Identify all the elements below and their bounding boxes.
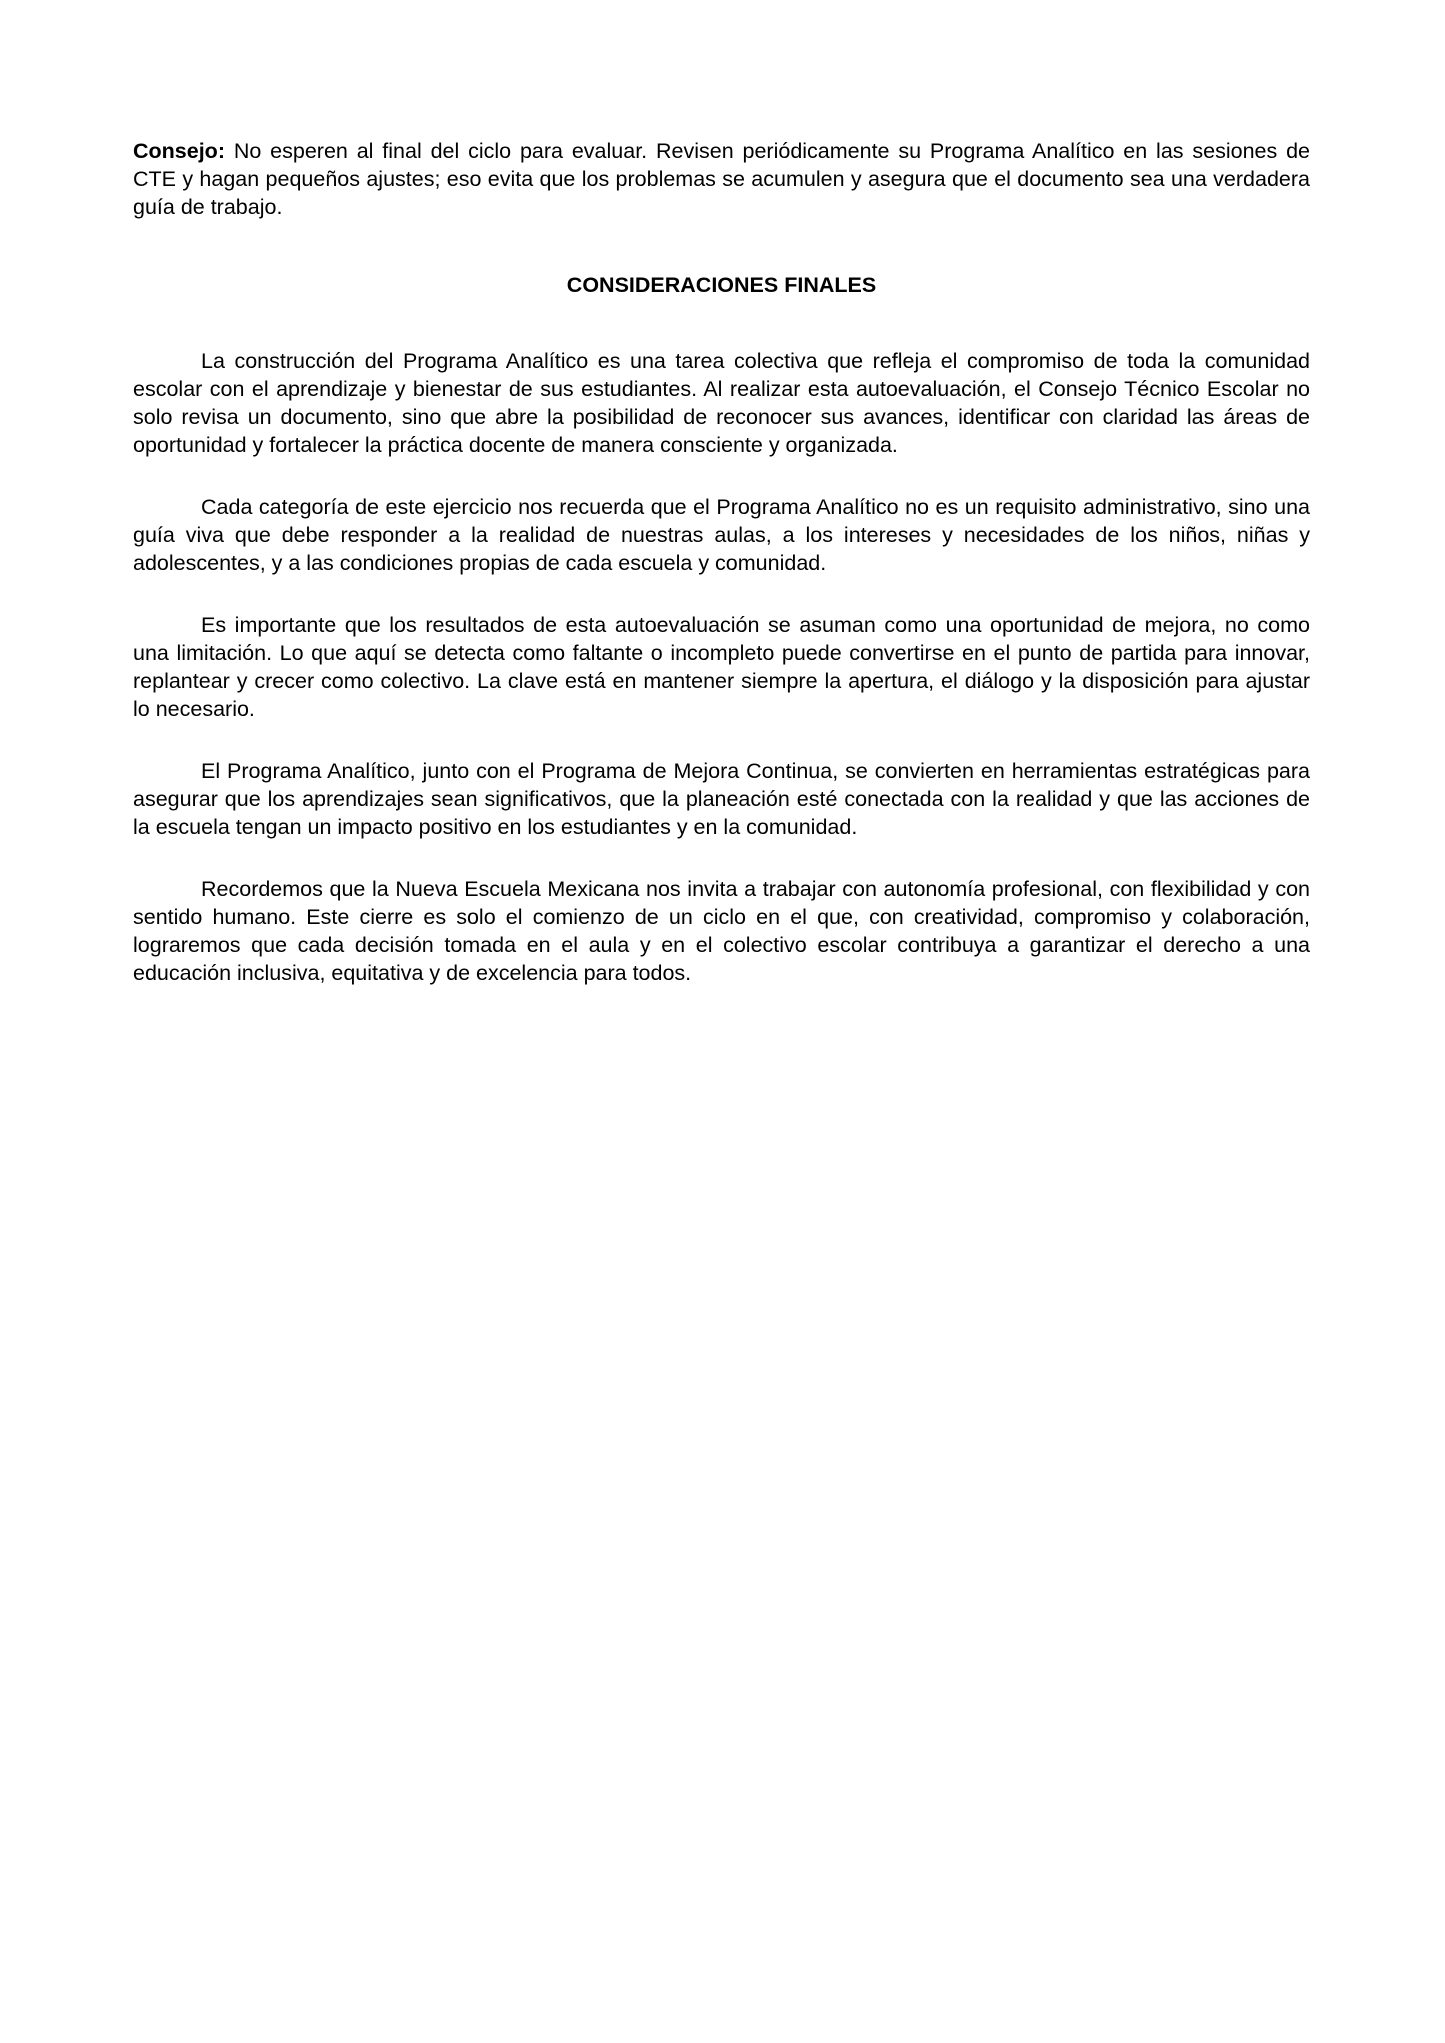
body-paragraph: El Programa Analítico, junto con el Programa de Mejora Continua, se convierten en herramientas estratégicas para asegurar que los aprendizajes sean significativos, que la planeación esté conectada con la realidad y que las acciones de la escuela tengan un impacto positivo en los estudiantes y en la comunidad. [133, 759, 1310, 839]
body-paragraph: La construcción del Programa Analítico es una tarea colectiva que refleja el compromiso de toda la comunidad escolar con el aprendizaje y bienestar de sus estudiantes. Al realizar esta autoevaluación, el Consejo Técnico Escolar no solo revisa un documento, sino que abre la posibilidad de reconocer sus avances, identificar con claridad las áreas de oportunidad y fortalecer la práctica docente de manera consciente y organizada. [133, 349, 1310, 457]
advice-paragraph [133, 137, 1310, 221]
body-paragraph: Recordemos que la Nueva Escuela Mexicana nos invita a trabajar con autonomía profesional, con flexibilidad y con sentido humano. Este cierre es solo el comienzo de un ciclo en el que, con creatividad, compromiso y colaboración, lograremos que cada decisión tomada en el aula y en el colectivo escolar contribuya a garantizar el derecho a una educación inclusiva, equitativa y de excelencia para todos. [133, 877, 1310, 985]
section-heading: CONSIDERACIONES FINALES [566, 273, 877, 297]
advice-text: No esperen al final del ciclo para evaluar. Revisen periódicamente su Programa Analítico en las sesiones de CTE y hagan pequeños ajustes; eso evita que los problemas se acumulen y asegura que el documento sea una verdadera guía de trabajo. [133, 139, 1310, 219]
advice-lead-label: Consejo: [133, 139, 225, 163]
body-paragraph: Cada categoría de este ejercicio nos recuerda que el Programa Analítico no es un requisito administrativo, sino una guía viva que debe responder a la realidad de nuestras aulas, a los intereses y necesidades de los niños, niñas y adolescentes, y a las condiciones propias de cada escuela y comunidad. [133, 495, 1310, 575]
body-paragraph: Es importante que los resultados de esta autoevaluación se asuman como una oportunidad de mejora, no como una limitación. Lo que aquí se detecta como faltante o incompleto puede convertirse en el punto de partida para innovar, replantear y crecer como colectivo. La clave está en mantener siempre la apertura, el diálogo y la disposición para ajustar lo necesario. [133, 613, 1310, 721]
